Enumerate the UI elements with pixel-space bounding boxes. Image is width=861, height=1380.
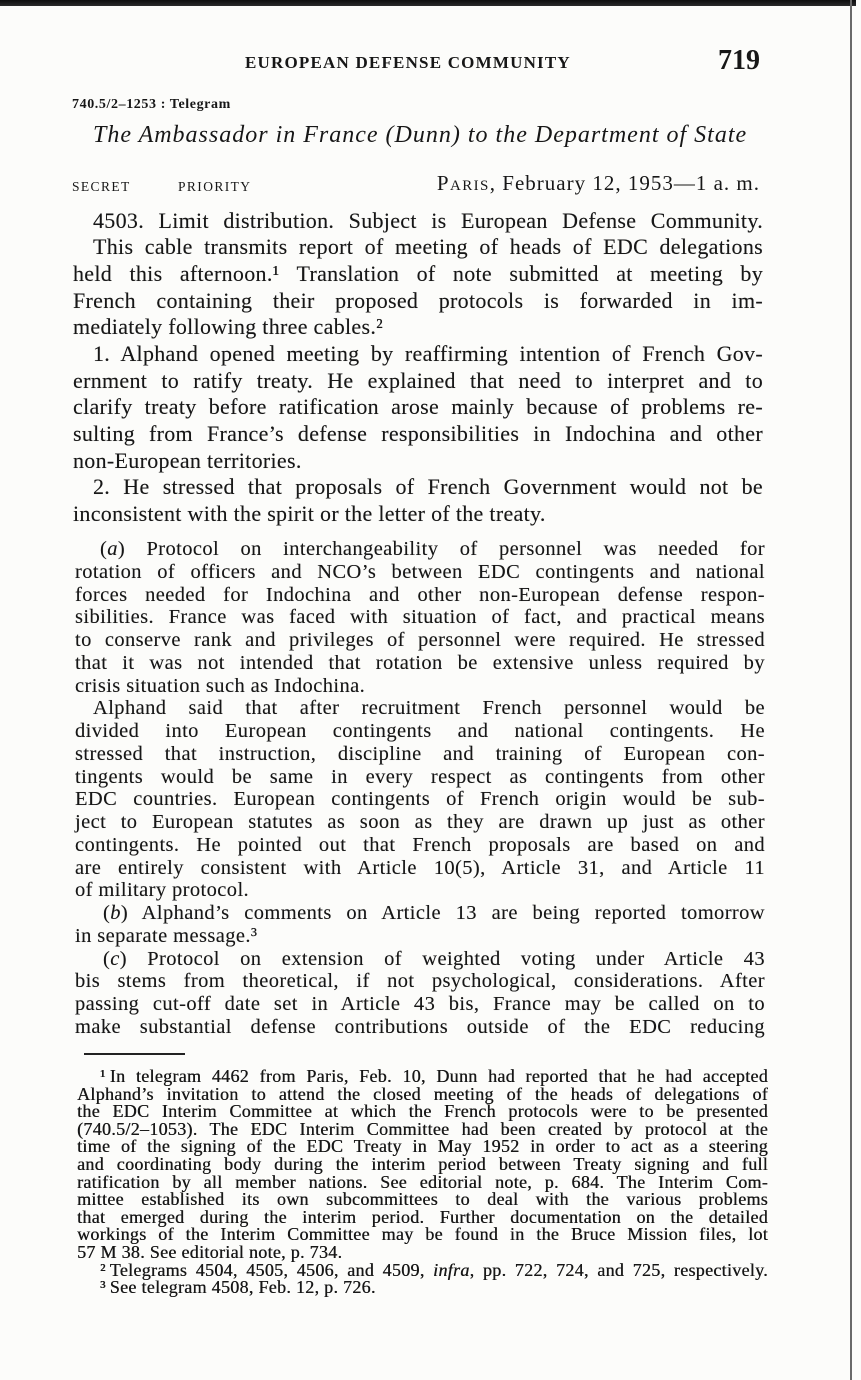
document-title: The Ambassador in France (Dunn) to the Department of State [93, 122, 748, 148]
point-1-line-2: ernment to ratify treaty. He explained that need to interpret and to [73, 367, 763, 393]
para-a-line-3: forces needed for Indochina and other non-European defense respon- [75, 583, 765, 606]
para-c-line-1 [75, 948, 765, 971]
para-c-label-letter: c [110, 947, 120, 970]
para-b-line-1 [75, 902, 765, 925]
body-detail-text [75, 538, 765, 1039]
para-alphand-line-9: of military protocol. [75, 879, 250, 902]
para-c-line-3: passing cut-off date set in Article 43 bis, France may be called on to [75, 993, 765, 1015]
para-a-line-6: that it was not intended that rotation be extensive unless required by [75, 651, 765, 674]
dateline-place: Paris [436, 171, 490, 195]
para-b-label-letter: b [110, 902, 121, 924]
footnote-1-line-2: Alphand’s invitation to attend the closed meeting of the heads of delegations of [77, 1083, 768, 1104]
para-c-line-2: bis stems from theoretical, if not psychological, considerations. After [75, 970, 765, 993]
footnote-rule [84, 1053, 185, 1055]
para-alphand-line-7: contingents. He pointed out that French proposals are based on and [75, 833, 765, 856]
para-a-line-4: sibilities. France was faced with situation of fact, and practical means [75, 606, 765, 629]
para-c-label-open: ( [103, 947, 111, 970]
footnote-1-line-10: workings of the Interim Committee may be found in the Bruce Mission files, lot [77, 1224, 768, 1245]
para-b-line-2: in separate message.³ [75, 924, 258, 947]
footnote-1-marker: ¹ [100, 1066, 106, 1086]
para-alphand-line-3: stressed that instruction, discipline and training of European con- [75, 742, 765, 765]
para-b-label-open: ( [103, 902, 111, 924]
running-head-title: EUROPEAN DEFENSE COMMUNITY [245, 53, 571, 72]
para-alphand-line-8: are entirely consistent with Article 10(5), Article 31, and Article 11 [75, 856, 765, 879]
point-1-line-4: sulting from France’s defense responsibilities in Indochina and other [73, 421, 763, 446]
scan-border-right [850, 0, 852, 1380]
para-alphand-line-1: Alphand said that after recruitment French personnel would be [93, 697, 765, 720]
footnotes [77, 1068, 768, 1297]
footnote-1-line-7: ratification by all member nations. See editorial note, p. 684. The Interim Com- [77, 1171, 768, 1192]
subject-line: 4503. Limit distribution. Subject is European Defense Community. [93, 207, 763, 233]
footnote-1-line-11: 57 M 38. See editorial note, p. 734. [77, 1241, 343, 1262]
para-a-label-letter: a [107, 538, 118, 560]
para-a-line-7: crisis situation such as Indochina. [75, 674, 366, 697]
footnote-1-line-6: and coordinating body during the interim period between Treaty signing and full [77, 1153, 768, 1174]
transmittal-line-2: held this afternoon.¹ Translation of note submitted at meeting by [73, 260, 763, 286]
para-a-line-2: rotation of officers and NCO’s between EDC contingents and national [75, 560, 765, 583]
footnote-2-text-after: , pp. 722, 724, and 725, respectively. [469, 1259, 768, 1280]
footnote-3-text: See telegram 4508, Feb. 12, p. 726. [109, 1277, 376, 1298]
para-alphand-line-2: divided into European contingents and national contingents. He [75, 720, 765, 742]
para-alphand-line-4: tingents would be same in every respect as contingents from other [75, 765, 765, 788]
footnote-1-line-1 [77, 1068, 768, 1086]
point-1-line-1: 1. Alphand opened meeting by reaffirming intention of French Gov- [93, 340, 763, 366]
footnote-2-italic: infra [433, 1259, 470, 1280]
footnote-1-line-5: time of the signing of the EDC Treaty in May 1952 in order to act as a steering [77, 1136, 768, 1157]
footnote-1-line-8: mittee established its own subcommittees to deal with the various problems [77, 1189, 768, 1210]
footnote-2-text-before: Telegrams 4504, 4505, 4506, and 4509, [109, 1259, 434, 1280]
classification-label: SECRET [72, 179, 131, 194]
para-c-line-1-text: ) Protocol on extension of weighted voting under Article 43 [119, 947, 765, 970]
para-a-label-open: ( [100, 538, 108, 560]
footnote-1-line-3: the EDC Interim Committee at which the French protocols were to be presented [77, 1101, 768, 1122]
transmittal-line-1: This cable transmits report of meeting of heads of EDC delegations [93, 234, 763, 260]
page-number: 719 [718, 45, 760, 76]
transmittal-line-3: French containing their proposed protocols is forwarded in im- [73, 287, 763, 313]
footnote-1-line-9: that emerged during the interim period. Further documentation on the detailed [77, 1206, 768, 1227]
transmittal-line-4: mediately following three cables.² [73, 314, 384, 340]
para-a-line-1-text: ) Protocol on interchangeability of personnel was needed for [117, 538, 765, 560]
dateline-date: , February 12, 1953—1 a. m. [489, 171, 760, 195]
scan-border-top [0, 0, 856, 6]
para-c-line-4: make substantial defense contributions outside of the EDC reducing [75, 1015, 765, 1038]
document-reference: 740.5/2–1253 : Telegram [72, 97, 231, 112]
dateline [437, 173, 760, 194]
point-2-line-1: 2. He stressed that proposals of French Government would not be [93, 474, 763, 500]
footnote-1-line-1-text: In telegram 4462 from Paris, Feb. 10, Dunn had reported that he had accepted [109, 1066, 768, 1086]
footnote-3-marker: ³ [100, 1277, 106, 1298]
footnote-1-line-4: (740.5/2–1053). The EDC Interim Committee had been created by protocol at the [77, 1118, 768, 1139]
para-a-line-5: to conserve rank and privileges of personnel were required. He stressed [75, 629, 765, 651]
point-1-line-5: non-European territories. [73, 447, 302, 473]
point-1-line-3: clarify treaty before ratification arose mainly because of problems re- [73, 394, 763, 420]
precedence-label: PRIORITY [178, 179, 252, 194]
para-a-line-1 [75, 538, 765, 561]
point-2-line-2: inconsistent with the spirit or the letter of the treaty. [73, 501, 546, 527]
footnote-2-marker: ² [100, 1259, 106, 1280]
para-b-line-1-text: ) Alphand’s comments on Article 13 are being reported tomorrow [120, 902, 765, 924]
para-alphand-line-5: EDC countries. European contingents of French origin would be sub- [75, 788, 765, 811]
para-alphand-line-6: ject to European statutes as soon as they are drawn up just as other [75, 811, 765, 833]
body-main-text [73, 208, 763, 528]
footnote-3 [77, 1279, 768, 1297]
